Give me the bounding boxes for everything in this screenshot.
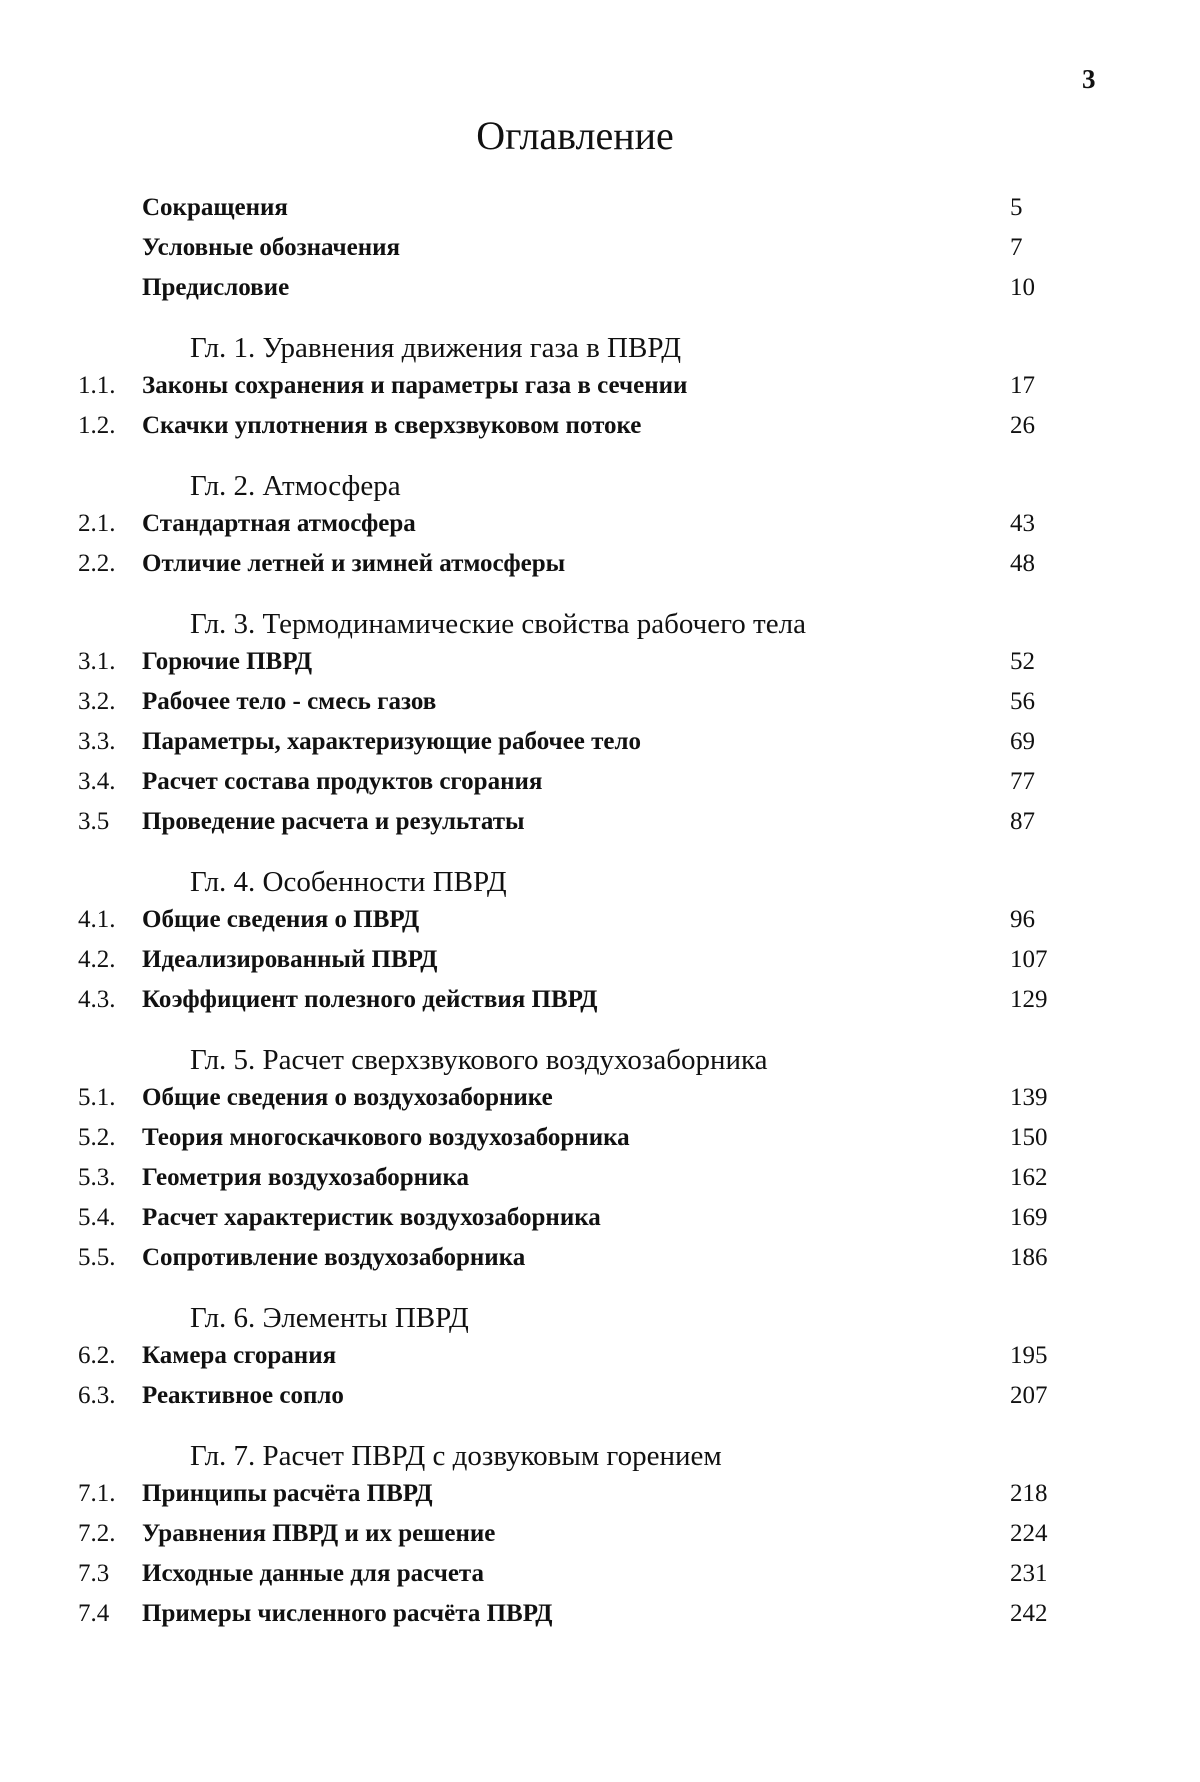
toc-row bbox=[0, 1376, 1200, 1416]
toc-entry-page: 231 bbox=[1010, 1560, 1048, 1587]
section-number: 2.2. bbox=[78, 550, 116, 577]
toc-entry-title: Скачки уплотнения в сверхзвуковом потоке bbox=[142, 412, 642, 439]
toc-entry-page: 87 bbox=[1010, 808, 1035, 835]
chapter-heading: Гл. 6. Элементы ПВРД bbox=[190, 1302, 469, 1334]
toc-entry-page: 10 bbox=[1010, 274, 1035, 301]
toc-entry-page: 129 bbox=[1010, 986, 1048, 1013]
toc-row bbox=[0, 228, 1200, 268]
chapter-heading: Гл. 5. Расчет сверхзвукового воздухозаборника bbox=[190, 1044, 768, 1076]
section-number: 3.3. bbox=[78, 728, 116, 755]
section-number: 1.1. bbox=[78, 372, 116, 399]
chapter-heading: Гл. 7. Расчет ПВРД с дозвуковым горением bbox=[190, 1440, 722, 1472]
toc-entry-title: Геометрия воздухозаборника bbox=[142, 1164, 469, 1191]
section-number: 4.2. bbox=[78, 946, 116, 973]
toc-entry-title: Сокращения bbox=[142, 194, 288, 221]
toc-entry-title: Принципы расчёта ПВРД bbox=[142, 1480, 433, 1507]
section-number: 4.3. bbox=[78, 986, 116, 1013]
toc-entry-page: 150 bbox=[1010, 1124, 1048, 1151]
toc-row bbox=[0, 406, 1200, 446]
toc-entry-page: 7 bbox=[1010, 234, 1023, 261]
section-number: 3.4. bbox=[78, 768, 116, 795]
toc-entry-page: 26 bbox=[1010, 412, 1035, 439]
toc-row bbox=[0, 1238, 1200, 1278]
toc-entry-title: Камера сгорания bbox=[142, 1342, 337, 1369]
section-number: 2.1. bbox=[78, 510, 116, 537]
section-number: 3.1. bbox=[78, 648, 116, 675]
section-number: 5.4. bbox=[78, 1204, 116, 1231]
toc-row bbox=[0, 1554, 1200, 1594]
toc-entry-page: 77 bbox=[1010, 768, 1035, 795]
toc-row bbox=[0, 642, 1200, 682]
toc-entry-title: Общие сведения о ПВРД bbox=[142, 906, 420, 933]
toc-entry-page: 162 bbox=[1010, 1164, 1048, 1191]
toc-row bbox=[0, 544, 1200, 584]
toc-row bbox=[0, 504, 1200, 544]
toc-entry-page: 169 bbox=[1010, 1204, 1048, 1231]
toc-row bbox=[0, 762, 1200, 802]
toc-entry-page: 139 bbox=[1010, 1084, 1048, 1111]
toc-row bbox=[0, 802, 1200, 842]
chapter-heading: Гл. 4. Особенности ПВРД bbox=[190, 866, 507, 898]
toc-entry-page: 69 bbox=[1010, 728, 1035, 755]
toc-entry-title: Реактивное сопло bbox=[142, 1382, 344, 1409]
section-number: 7.3 bbox=[78, 1560, 110, 1587]
toc-row bbox=[0, 268, 1200, 308]
toc-entry-title: Параметры, характеризующие рабочее тело bbox=[142, 728, 641, 755]
toc-entry-page: 224 bbox=[1010, 1520, 1048, 1547]
toc-row bbox=[0, 722, 1200, 762]
toc-row bbox=[0, 980, 1200, 1020]
toc-entry-title: Общие сведения о воздухозаборнике bbox=[142, 1084, 553, 1111]
toc-entry-page: 17 bbox=[1010, 372, 1035, 399]
toc-entry-title: Стандартная атмосфера bbox=[142, 510, 416, 537]
toc-row bbox=[0, 366, 1200, 406]
toc-row bbox=[0, 940, 1200, 980]
chapter-heading: Гл. 1. Уравнения движения газа в ПВРД bbox=[190, 332, 682, 364]
table-of-contents bbox=[0, 188, 1200, 1634]
toc-row bbox=[0, 1078, 1200, 1118]
toc-row bbox=[0, 1474, 1200, 1514]
toc-entry-title: Предисловие bbox=[142, 274, 290, 301]
toc-entry-page: 96 bbox=[1010, 906, 1035, 933]
toc-entry-page: 207 bbox=[1010, 1382, 1048, 1409]
section-number: 3.5 bbox=[78, 808, 110, 835]
toc-row bbox=[0, 1198, 1200, 1238]
section-number: 1.2. bbox=[78, 412, 116, 439]
toc-row bbox=[0, 188, 1200, 228]
toc-entry-page: 56 bbox=[1010, 688, 1035, 715]
page-title: Оглавление bbox=[476, 113, 674, 158]
toc-row bbox=[0, 682, 1200, 722]
toc-entry-page: 186 bbox=[1010, 1244, 1048, 1271]
section-number: 5.5. bbox=[78, 1244, 116, 1271]
toc-entry-title: Расчет состава продуктов сгорания bbox=[142, 768, 543, 795]
page-number: 3 bbox=[1082, 64, 1096, 94]
toc-entry-title: Условные обозначения bbox=[142, 234, 401, 261]
section-number: 4.1. bbox=[78, 906, 116, 933]
section-number: 7.2. bbox=[78, 1520, 116, 1547]
toc-row bbox=[0, 900, 1200, 940]
section-number: 6.3. bbox=[78, 1382, 116, 1409]
toc-row bbox=[0, 1336, 1200, 1376]
front-matter bbox=[0, 188, 1200, 308]
toc-entry-page: 5 bbox=[1010, 194, 1023, 221]
section-number: 5.3. bbox=[78, 1164, 116, 1191]
section-number: 7.1. bbox=[78, 1480, 116, 1507]
toc-entry-title: Горючие ПВРД bbox=[142, 648, 313, 675]
chapter-heading: Гл. 3. Термодинамические свойства рабочего тела bbox=[190, 608, 806, 640]
toc-entry-page: 195 bbox=[1010, 1342, 1048, 1369]
section-number: 7.4 bbox=[78, 1600, 110, 1627]
toc-entry-title: Уравнения ПВРД и их решение bbox=[142, 1520, 496, 1547]
chapter-heading: Гл. 2. Атмосфера bbox=[190, 470, 401, 502]
toc-entry-title: Коэффициент полезного действия ПВРД bbox=[142, 986, 598, 1013]
toc-row bbox=[0, 1594, 1200, 1634]
toc-entry-title: Теория многоскачкового воздухозаборника bbox=[142, 1124, 630, 1151]
toc-entry-title: Сопротивление воздухозаборника bbox=[142, 1244, 526, 1271]
toc-entry-title: Отличие летней и зимней атмосферы bbox=[142, 550, 566, 577]
toc-entry-title: Идеализированный ПВРД bbox=[142, 946, 438, 973]
toc-entry-title: Расчет характеристик воздухозаборника bbox=[142, 1204, 601, 1231]
chapter-list bbox=[0, 330, 1200, 1634]
toc-row bbox=[0, 1514, 1200, 1554]
toc-entry-page: 218 bbox=[1010, 1480, 1048, 1507]
toc-entry-title: Законы сохранения и параметры газа в сечении bbox=[142, 372, 688, 399]
toc-entry-page: 43 bbox=[1010, 510, 1035, 537]
toc-entry-page: 48 bbox=[1010, 550, 1035, 577]
toc-entry-page: 242 bbox=[1010, 1600, 1048, 1627]
toc-row bbox=[0, 1118, 1200, 1158]
toc-entry-page: 107 bbox=[1010, 946, 1048, 973]
toc-entry-title: Рабочее тело - смесь газов bbox=[142, 688, 437, 715]
toc-entry-title: Примеры численного расчёта ПВРД bbox=[142, 1600, 553, 1627]
section-number: 3.2. bbox=[78, 688, 116, 715]
toc-entry-title: Исходные данные для расчета bbox=[142, 1560, 485, 1587]
section-number: 6.2. bbox=[78, 1342, 116, 1369]
toc-entry-title: Проведение расчета и результаты bbox=[142, 808, 525, 835]
toc-entry-page: 52 bbox=[1010, 648, 1035, 675]
section-number: 5.2. bbox=[78, 1124, 116, 1151]
toc-row bbox=[0, 1158, 1200, 1198]
section-number: 5.1. bbox=[78, 1084, 116, 1111]
